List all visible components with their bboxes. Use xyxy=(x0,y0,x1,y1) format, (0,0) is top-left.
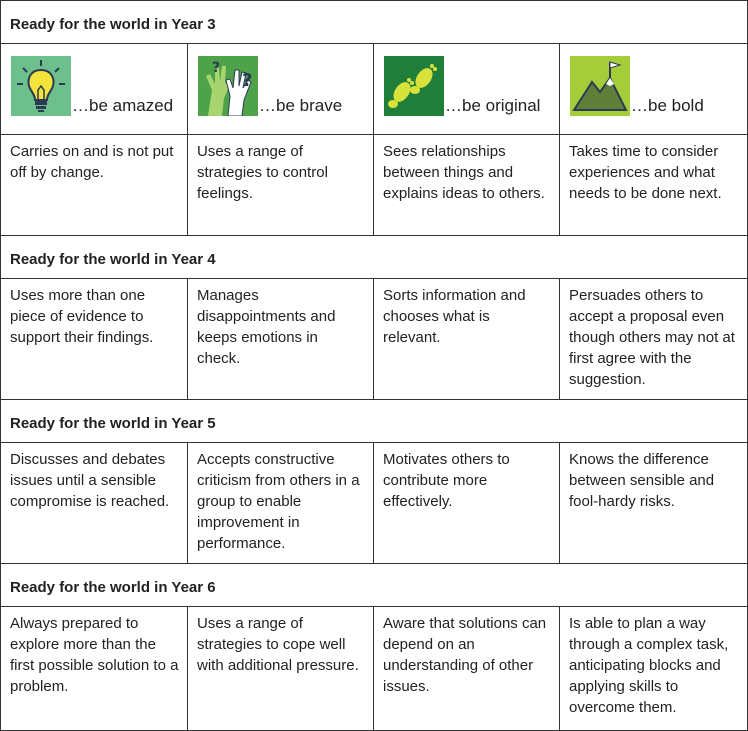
trait-icons-row xyxy=(1,44,748,135)
trait-label-bold: …be bold xyxy=(631,96,704,115)
year-4-cell: Persuades others to accept a proposal even though others may not at first agree with the suggestion. xyxy=(569,287,735,388)
raised-hands-icon xyxy=(198,56,258,116)
year-6-heading: Ready for the world in Year 6 xyxy=(10,579,216,596)
year-3-cell: Takes time to consider experiences and what needs to be done next. xyxy=(569,143,722,202)
lightbulb-icon xyxy=(11,56,71,116)
year-3-cell: Sees relationships between things and explains ideas to others. xyxy=(383,143,545,202)
year-5-cell: Knows the difference between sensible and fool-hardy risks. xyxy=(569,451,715,510)
year-5-row xyxy=(1,443,748,564)
year-4-heading: Ready for the world in Year 4 xyxy=(10,251,216,268)
trait-label-original: …be original xyxy=(445,96,541,115)
year-6-cell: Aware that solutions can depend on an understanding of other issues. xyxy=(383,615,547,695)
year-6-row xyxy=(1,607,748,731)
year-6-cell: Is able to plan a way through a complex task, anticipating blocks and applying skills to overcome them. xyxy=(569,615,729,716)
trait-label-amazed: …be amazed xyxy=(72,96,174,115)
year-4-cell: Sorts information and chooses what is relevant. xyxy=(383,287,526,346)
year-5-cell: Motivates others to contribute more effectively. xyxy=(383,451,510,510)
year-3-cell: Carries on and is not put off by change. xyxy=(10,143,174,181)
year-5-cell: Discusses and debates issues until a sensible compromise is reached. xyxy=(10,451,170,510)
year-4-row xyxy=(1,279,748,400)
year-5-cell: Accepts constructive criticism from others in a group to enable improvement in performance. xyxy=(197,451,360,552)
svg-text:?: ? xyxy=(212,60,221,76)
year-6-cell: Uses a range of strategies to cope well with additional pressure. xyxy=(197,615,359,674)
year-heading-row xyxy=(1,236,748,279)
year-heading-row xyxy=(1,1,748,44)
trait-label-brave: …be brave xyxy=(259,96,343,115)
mountain-flag-icon xyxy=(570,56,630,116)
svg-text:?: ? xyxy=(242,70,253,91)
year-6-cell: Always prepared to explore more than the first possible solution to a problem. xyxy=(10,615,179,695)
footprints-icon xyxy=(384,56,444,116)
year-heading-row xyxy=(1,564,748,607)
year-3-row xyxy=(1,135,748,236)
year-heading-row xyxy=(1,400,748,443)
year-5-heading: Ready for the world in Year 5 xyxy=(10,415,216,432)
year-4-cell: Manages disappointments and keeps emotions in check. xyxy=(197,287,336,367)
year-3-heading: Ready for the world in Year 3 xyxy=(10,16,216,33)
year-3-cell: Uses a range of strategies to control feelings. xyxy=(197,143,328,202)
year-4-cell: Uses more than one piece of evidence to support their findings. xyxy=(10,287,154,346)
